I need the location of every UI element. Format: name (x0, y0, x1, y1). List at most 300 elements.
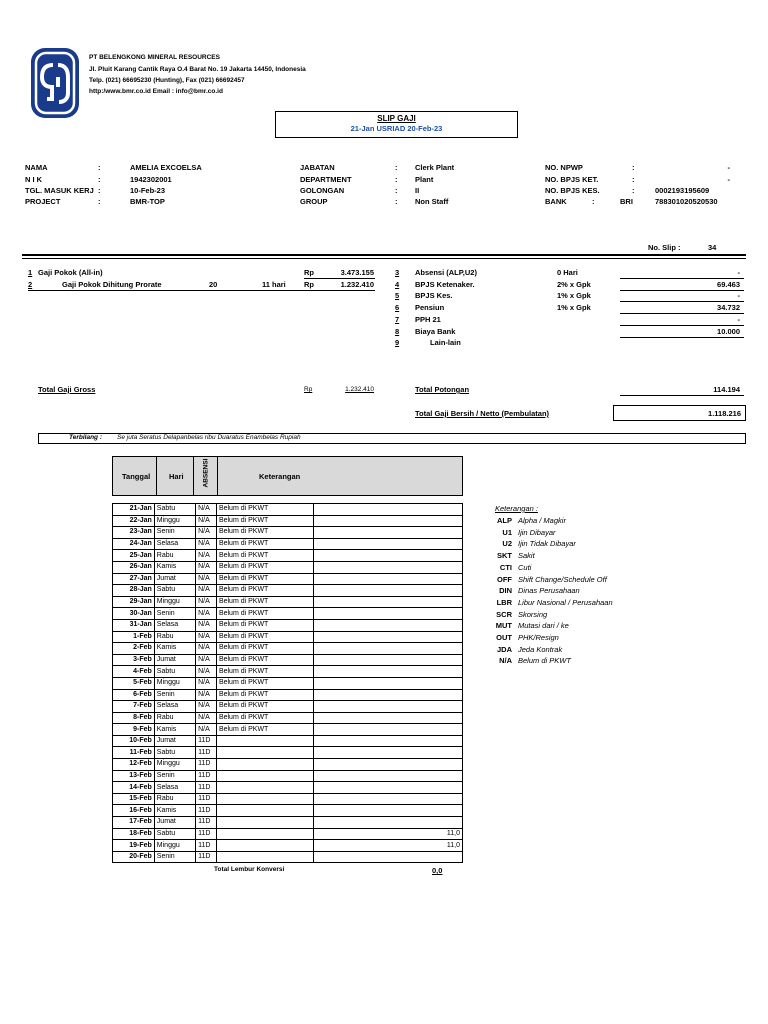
deduction-no: 4 (395, 279, 400, 289)
cell-date: 3-Feb (113, 654, 155, 666)
header-divider-3 (217, 457, 218, 495)
cell-note: Belum di PKWT (216, 527, 313, 539)
earning-qty-2: 20 (209, 280, 218, 289)
emp-mid-label: DEPARTMENT (300, 175, 352, 184)
cell-date: 23-Jan (113, 527, 155, 539)
emp-mid-sep: : (395, 175, 398, 184)
cell-date: 16-Feb (113, 805, 155, 817)
cell-note (216, 828, 313, 840)
legend-item (480, 610, 547, 619)
deduction-label: BPJS Kes. (415, 291, 453, 301)
legend-item (480, 539, 576, 548)
emp-mid-label: GROUP (300, 197, 328, 206)
cell-day: Kamis (154, 561, 195, 573)
legend-item (480, 621, 569, 630)
cell-day: Senin (154, 608, 195, 620)
legend-desc: PHK/Resign (518, 633, 559, 642)
cell-absensi: N/A (196, 585, 217, 597)
emp-left-value: AMELIA EXCOELSA (130, 163, 202, 172)
overtime-total-value: 0,0 (432, 866, 443, 875)
slip-title: SLIP GAJI (377, 114, 416, 123)
deduction-label: Lain-lain (430, 338, 461, 348)
legend-code: SKT (497, 551, 512, 561)
slip-period: 21-Jan USRIAD 20-Feb-23 (350, 124, 443, 133)
earning-cur-2: Rp (304, 280, 314, 289)
deduction-label: Pensiun (415, 303, 445, 313)
terbilang-label: Terbilang : (69, 434, 102, 441)
cell-day: Sabtu (154, 585, 195, 597)
cell-overtime (314, 654, 463, 666)
table-row (113, 782, 463, 794)
cell-overtime: 11,0 (314, 828, 463, 840)
table-row (113, 805, 463, 817)
cell-absensi: 11D (196, 793, 217, 805)
deduction-label: Absensi (ALP,U2) (415, 268, 477, 277)
deduction-rate: 1% x Gpk (557, 303, 591, 313)
cell-note: Belum di PKWT (216, 689, 313, 701)
cell-note: Belum di PKWT (216, 712, 313, 724)
cell-overtime (314, 561, 463, 573)
cell-overtime (314, 782, 463, 794)
emp-mid-value: Clerk Plant (415, 163, 455, 172)
legend-desc: Sakit (518, 551, 535, 561)
cell-absensi: N/A (196, 701, 217, 713)
cell-date: 1-Feb (113, 631, 155, 643)
cell-note: Belum di PKWT (216, 666, 313, 678)
bank-name: BRI (620, 197, 633, 206)
cell-overtime (314, 550, 463, 562)
cell-date: 10-Feb (113, 735, 155, 747)
emp-left-value: 1942302001 (130, 175, 172, 184)
legend-desc: Belum di PKWT (518, 656, 571, 666)
cell-date: 17-Feb (113, 817, 155, 829)
deduction-no: 3 (395, 268, 400, 277)
cell-overtime (314, 712, 463, 724)
earning-amount-2: 1.232.410 (340, 280, 374, 289)
cell-note: Belum di PKWT (216, 643, 313, 655)
deduction-amount: - (737, 268, 740, 277)
deduction-amount: 34.732 (717, 303, 740, 313)
cell-absensi: N/A (196, 677, 217, 689)
cell-overtime (314, 643, 463, 655)
emp-left-sep: : (98, 175, 101, 184)
cell-overtime (314, 585, 463, 597)
cell-date: 27-Jan (113, 573, 155, 585)
legend-code: LBR (496, 597, 512, 607)
cell-date: 24-Jan (113, 538, 155, 550)
deduction-underline (620, 290, 744, 291)
legend-item (480, 516, 566, 525)
earning-label-2: Gaji Pokok Dihitung Prorate (62, 280, 162, 289)
legend-desc: Ijin Dibayar (518, 527, 556, 537)
cell-day: Senin (154, 851, 195, 863)
cell-absensi: 11D (196, 817, 217, 829)
cell-date: 26-Jan (113, 561, 155, 573)
header-date: Tanggal (122, 472, 151, 481)
deduction-underline (620, 337, 744, 338)
deduction-no: 7 (395, 314, 400, 324)
cell-note: Belum di PKWT (216, 538, 313, 550)
legend-desc: Cuti (518, 562, 532, 572)
emp-left-value: BMR-TOP (130, 197, 165, 206)
cell-overtime: 11,0 (314, 840, 463, 852)
gross-label: Total Gaji Gross (38, 385, 96, 394)
cell-day: Minggu (154, 677, 195, 689)
cell-note: Belum di PKWT (216, 550, 313, 562)
legend-code: N/A (499, 656, 512, 666)
cell-note: Belum di PKWT (216, 631, 313, 643)
cell-date: 18-Feb (113, 828, 155, 840)
overtime-total-label: Total Lembur Konversi (214, 866, 285, 873)
terbilang-box (38, 433, 746, 444)
cell-day: Rabu (154, 793, 195, 805)
cell-absensi: N/A (196, 504, 217, 516)
emp-mid-sep: : (395, 197, 398, 206)
cell-day: Jumat (154, 735, 195, 747)
table-row (113, 585, 463, 597)
cell-overtime (314, 747, 463, 759)
cell-absensi: 11D (196, 747, 217, 759)
cell-note (216, 782, 313, 794)
cell-date: 28-Jan (113, 585, 155, 597)
deduction-label: BPJS Ketenaker. (415, 279, 475, 289)
emp-right-label: NO. NPWP (545, 163, 583, 172)
deduction-total-line (620, 395, 744, 396)
cell-note: Belum di PKWT (216, 701, 313, 713)
emp-left-label: PROJECT (25, 197, 61, 206)
company-name: PT BELENGKONG MINERAL RESOURCES (89, 54, 220, 61)
deduction-amount: 10.000 (717, 326, 740, 336)
legend-code: CTI (499, 562, 512, 572)
net-amount: 1.118.216 (708, 409, 741, 418)
cell-note: Belum di PKWT (216, 724, 313, 736)
header-note: Keterangan (259, 472, 301, 481)
legend-code: DIN (499, 586, 512, 596)
separator-bottom (22, 258, 746, 259)
cell-overtime (314, 596, 463, 608)
cell-overtime (314, 504, 463, 516)
deduction-rate: 0 Hari (557, 268, 578, 277)
cell-day: Senin (154, 689, 195, 701)
cell-day: Senin (154, 527, 195, 539)
cell-overtime (314, 701, 463, 713)
cell-absensi: 11D (196, 759, 217, 771)
cell-absensi: N/A (196, 515, 217, 527)
cell-overtime (314, 759, 463, 771)
emp-left-value: 10-Feb-23 (130, 186, 166, 195)
earning-amount-1: 3.473.155 (340, 268, 374, 277)
cell-date: 11-Feb (113, 747, 155, 759)
cell-absensi: 11D (196, 782, 217, 794)
cell-day: Selasa (154, 782, 195, 794)
cell-note: Belum di PKWT (216, 561, 313, 573)
cell-day: Sabtu (154, 747, 195, 759)
cell-day: Minggu (154, 840, 195, 852)
attendance-header (112, 456, 463, 496)
cell-absensi: N/A (196, 631, 217, 643)
earning-label-1: Gaji Pokok (All-in) (38, 268, 103, 277)
cell-overtime (314, 793, 463, 805)
cell-date: 2-Feb (113, 643, 155, 655)
cell-overtime (314, 677, 463, 689)
earning-cur-1: Rp (304, 268, 314, 277)
table-row (113, 654, 463, 666)
table-row (113, 770, 463, 782)
cell-overtime (314, 619, 463, 631)
net-label: Total Gaji Bersih / Netto (Pembulatan) (415, 409, 550, 418)
legend-item (480, 633, 559, 642)
table-row (113, 550, 463, 562)
cell-overtime (314, 689, 463, 701)
cell-absensi: 11D (196, 851, 217, 863)
table-row (113, 527, 463, 539)
emp-mid-label: GOLONGAN (300, 186, 345, 195)
table-row (113, 840, 463, 852)
emp-left-sep: : (98, 197, 101, 206)
table-row (113, 538, 463, 550)
deduction-label: Biaya Bank (415, 326, 456, 336)
header-absensi: ABSENSI (202, 458, 210, 488)
company-phone: Telp. (021) 66695230 (Hunting), Fax (021) 66692457 (89, 77, 245, 84)
cell-overtime (314, 817, 463, 829)
cell-absensi: N/A (196, 608, 217, 620)
cell-overtime (314, 805, 463, 817)
cell-absensi: 11D (196, 828, 217, 840)
earning-no-2: 2 (28, 280, 33, 289)
emp-left-label: NAMA (25, 163, 48, 172)
cell-date: 9-Feb (113, 724, 155, 736)
table-row (113, 677, 463, 689)
table-row (113, 596, 463, 608)
cell-overtime (314, 770, 463, 782)
legend-code: OFF (497, 574, 512, 584)
legend-desc: Dinas Perusahaan (518, 586, 580, 596)
deduction-label: PPH 21 (415, 314, 441, 324)
deduction-underline (620, 278, 744, 279)
cell-absensi: 11D (196, 840, 217, 852)
separator-top (22, 254, 746, 256)
cell-date: 20-Feb (113, 851, 155, 863)
deduction-underline (620, 325, 744, 326)
cell-note (216, 770, 313, 782)
cell-day: Selasa (154, 538, 195, 550)
legend-item (480, 551, 535, 560)
cell-overtime (314, 527, 463, 539)
deduction-amount: - (737, 314, 740, 324)
legend-desc: Shift Change/Schedule Off (518, 574, 607, 584)
cell-absensi: N/A (196, 538, 217, 550)
cell-day: Jumat (154, 817, 195, 829)
cell-date: 14-Feb (113, 782, 155, 794)
emp-mid-label: JABATAN (300, 163, 335, 172)
deduction-no: 8 (395, 326, 400, 336)
cell-day: Sabtu (154, 666, 195, 678)
legend-item (480, 645, 562, 654)
cell-note (216, 805, 313, 817)
header-day: Hari (169, 472, 184, 481)
cell-overtime (314, 724, 463, 736)
deduction-rate: 1% x Gpk (557, 291, 591, 301)
net-amount-box (613, 405, 746, 421)
table-row (113, 701, 463, 713)
emp-right-value: - (727, 163, 730, 172)
cell-day: Sabtu (154, 828, 195, 840)
table-row (113, 759, 463, 771)
cell-date: 8-Feb (113, 712, 155, 724)
cell-absensi: N/A (196, 573, 217, 585)
cell-date: 6-Feb (113, 689, 155, 701)
cell-day: Selasa (154, 619, 195, 631)
cell-note (216, 793, 313, 805)
bank-account: 788301020520530 (655, 197, 718, 206)
cell-note: Belum di PKWT (216, 654, 313, 666)
cell-overtime (314, 573, 463, 585)
deduction-rate: 2% x Gpk (557, 279, 591, 289)
table-row (113, 631, 463, 643)
emp-left-label: N I K (25, 175, 43, 184)
cell-overtime (314, 735, 463, 747)
legend-item (480, 598, 613, 607)
legend-item (480, 528, 556, 537)
table-row (113, 643, 463, 655)
no-slip-label: No. Slip : (648, 243, 681, 252)
cell-note (216, 851, 313, 863)
cell-note (216, 817, 313, 829)
legend-code: JDA (496, 644, 512, 654)
table-row (113, 817, 463, 829)
cell-overtime (314, 608, 463, 620)
earning-days-2: 11 hari (262, 280, 286, 289)
deduction-amount: 69.463 (717, 279, 740, 289)
deduction-total-label: Total Potongan (415, 385, 470, 394)
cell-absensi: N/A (196, 596, 217, 608)
cell-note: Belum di PKWT (216, 619, 313, 631)
cell-absensi: N/A (196, 666, 217, 678)
emp-mid-value: II (415, 186, 420, 195)
emp-mid-sep: : (395, 163, 398, 172)
table-row (113, 561, 463, 573)
legend-desc: Mutasi dari / ke (518, 621, 569, 631)
header-divider-1 (156, 457, 157, 495)
emp-left-sep: : (98, 163, 101, 172)
cell-note: Belum di PKWT (216, 677, 313, 689)
cell-date: 22-Jan (113, 515, 155, 527)
cell-absensi: N/A (196, 619, 217, 631)
company-web: http:/www.bmr.co.id Email : info@bmr.co.id (89, 88, 223, 95)
bank-label: BANK (545, 197, 567, 206)
cell-note: Belum di PKWT (216, 608, 313, 620)
company-logo (30, 47, 80, 119)
legend-code: OUT (496, 633, 512, 642)
emp-mid-sep: : (395, 186, 398, 195)
emp-right-sep: : (632, 175, 635, 184)
cell-date: 5-Feb (113, 677, 155, 689)
table-row (113, 515, 463, 527)
emp-left-sep: : (98, 186, 101, 195)
terbilang-text: Se juta Seratus Delapanbelas ribu Duaratus Enambelas Rupiah (117, 434, 301, 441)
cell-absensi: N/A (196, 527, 217, 539)
cell-date: 12-Feb (113, 759, 155, 771)
emp-right-label: NO. BPJS KES. (545, 186, 600, 195)
legend-item (480, 563, 531, 572)
cell-overtime (314, 631, 463, 643)
table-row (113, 735, 463, 747)
cell-absensi: N/A (196, 724, 217, 736)
emp-mid-value: Non Staff (415, 197, 449, 206)
cell-note: Belum di PKWT (216, 573, 313, 585)
table-row (113, 504, 463, 516)
cell-day: Minggu (154, 759, 195, 771)
header-divider-2 (193, 457, 194, 495)
legend-code: ALP (497, 516, 512, 525)
cell-date: 21-Jan (113, 504, 155, 516)
table-row (113, 851, 463, 863)
legend-item (480, 586, 580, 595)
cell-date: 30-Jan (113, 608, 155, 620)
emp-mid-value: Plant (415, 175, 434, 184)
deduction-no: 5 (395, 291, 400, 301)
emp-right-sep: : (632, 163, 635, 172)
cell-day: Kamis (154, 805, 195, 817)
legend-desc: Ijin Tidak Dibayar (518, 539, 576, 549)
slip-title-box (275, 111, 518, 138)
cell-date: 29-Jan (113, 596, 155, 608)
cell-day: Rabu (154, 712, 195, 724)
cell-date: 25-Jan (113, 550, 155, 562)
earning-no-1: 1 (28, 268, 33, 277)
cell-absensi: 11D (196, 805, 217, 817)
cell-day: Rabu (154, 550, 195, 562)
legend-code: MUT (495, 621, 512, 631)
cell-day: Selasa (154, 701, 195, 713)
bank-sep: : (592, 197, 595, 206)
cell-absensi: 11D (196, 770, 217, 782)
earning-underline-2 (28, 290, 375, 291)
legend-code: U2 (502, 539, 512, 549)
deduction-no: 9 (395, 338, 400, 348)
cell-day: Jumat (154, 654, 195, 666)
cell-note: Belum di PKWT (216, 504, 313, 516)
table-row (113, 747, 463, 759)
cell-overtime (314, 515, 463, 527)
emp-right-sep: : (632, 186, 635, 195)
emp-right-value: 0002193195609 (655, 186, 710, 195)
cell-date: 4-Feb (113, 666, 155, 678)
gross-cur: Rp (304, 386, 313, 393)
legend-desc: Jeda Kontrak (518, 644, 563, 654)
cell-date: 15-Feb (113, 793, 155, 805)
emp-left-label: TGL. MASUK KERJ (25, 186, 94, 195)
cell-note (216, 759, 313, 771)
cell-day: Kamis (154, 724, 195, 736)
cell-absensi: N/A (196, 689, 217, 701)
cell-absensi: N/A (196, 561, 217, 573)
deduction-total-amount: 114.194 (713, 385, 740, 394)
table-row (113, 724, 463, 736)
table-row (113, 689, 463, 701)
cell-overtime (314, 538, 463, 550)
table-row (113, 828, 463, 840)
legend-code: U1 (502, 527, 512, 537)
cell-overtime (314, 666, 463, 678)
gross-amount: 1.232.410 (345, 386, 374, 393)
cell-absensi: N/A (196, 550, 217, 562)
legend-desc: Skorsing (518, 609, 548, 619)
table-row (113, 712, 463, 724)
earning-underline-1 (304, 278, 375, 279)
table-row (113, 666, 463, 678)
emp-right-value: - (727, 175, 730, 184)
